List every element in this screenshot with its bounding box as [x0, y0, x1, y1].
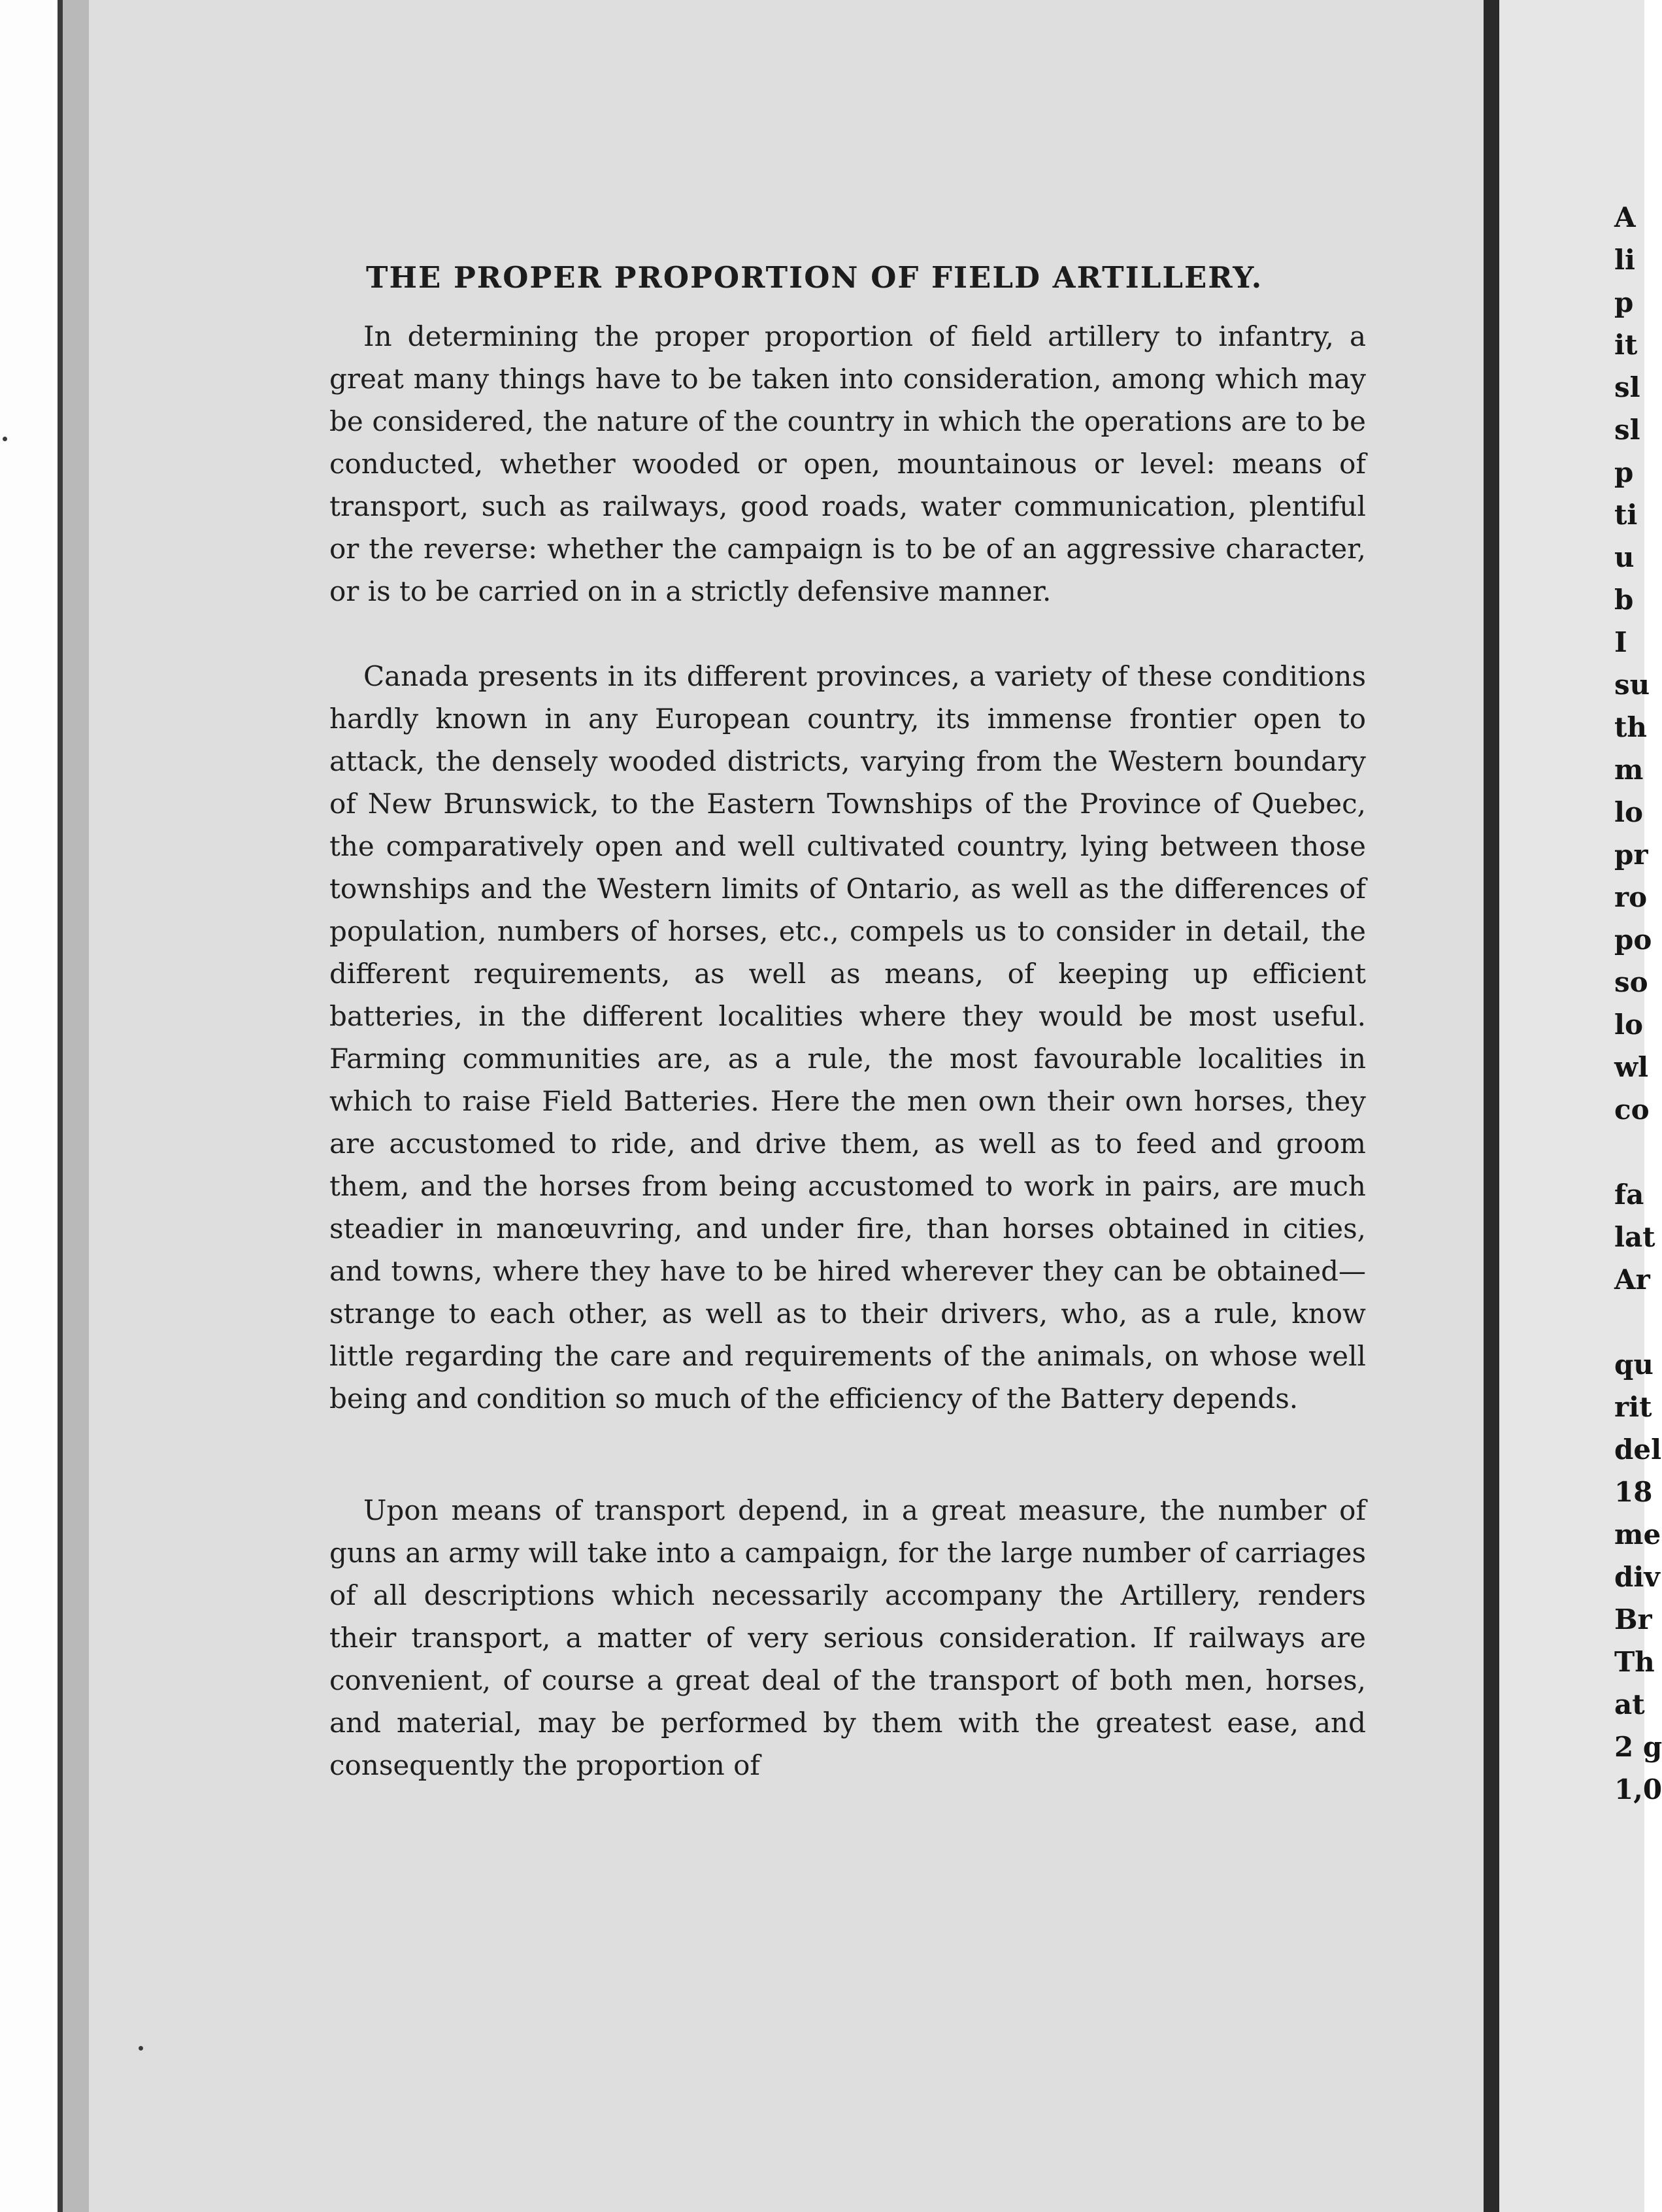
paragraph-2 — [329, 655, 1366, 1420]
page-title: THE PROPER PROPORTION OF FIELD ARTILLERY. — [366, 260, 1263, 295]
facing-page-line: at — [1614, 1688, 1645, 1720]
facing-page-line: it — [1614, 329, 1638, 361]
left-gutter-shadow — [63, 0, 89, 2212]
paragraph-text: Canada presents in its different provinces, a variety of these conditions hardly known in any European country, its immense frontier open to attack, the densely wooded districts, varying from the Western boundary of New Brunswick, to the Eastern Townships of the Province of Quebec, the comparatively open and well cultivated country, lying between those townships and the Western limits of Ontario, as well as the differences of population, numbers of horses, etc., compels us to consider in detail, the different requirements, as well as means, of keeping up efficient batteries, in the different localities where they would be most useful. Farming communities are, as a rule, the most favourable localities in which to raise Field Batteries. Here the men own their own horses, they are accustomed to ride, and drive them, as well as to feed and groom them, and the horses from being accustomed to work in pairs, are much steadier in manœuvring, and under fire, than horses obtained in cities, and towns, where they have to be hired wherever they can be obtained—strange to each other, as well as to their drivers, who, as a rule, know little regarding the care and requirements of the animals, on whose well being and condition so much of the efficiency of the Battery depends. — [329, 660, 1366, 1415]
facing-page-line: p — [1614, 456, 1634, 488]
facing-page-line: su — [1614, 669, 1650, 701]
scan-speck — [139, 2046, 143, 2051]
facing-page-line — [1614, 1301, 1662, 1343]
facing-page-text — [1614, 196, 1662, 1811]
facing-page-line — [1614, 1131, 1662, 1173]
left-page-edge — [58, 0, 63, 2212]
facing-page-line: div — [1614, 1561, 1660, 1593]
facing-page-line: u — [1614, 541, 1635, 573]
facing-page-line: lo — [1614, 1009, 1643, 1041]
paragraph-text: In determining the proper proportion of field artillery to infantry, a great many things have to be taken into consideration, among which may be considered, the nature of the country in which the operations are to be conducted, whether wooded or open, mountainous or level: means of transport, such as railways, good roads, water communication, plentiful or the reverse: whether the campaign is to be of an aggressive character, or is to be carried on in a strictly defensive manner. — [329, 320, 1366, 607]
facing-page-line: p — [1614, 286, 1634, 318]
paragraph-text: Upon means of transport depend, in a great measure, the number of guns an army will take into a campaign, for the large number of carriages of all descriptions which necessarily accompany the Artillery, renders their transport, a matter of very serious consideration. If railways are convenient, of course a great deal of the transport of both men, horses, and material, may be performed by them with the greatest ease, and consequently the proportion of — [329, 1494, 1366, 1781]
facing-page-line: I — [1614, 626, 1627, 658]
facing-page-line: Ar — [1614, 1264, 1650, 1296]
facing-page-line: po — [1614, 924, 1652, 956]
facing-page-line: b — [1614, 584, 1634, 616]
scan-speck — [3, 437, 7, 441]
paragraph-1 — [329, 315, 1366, 612]
facing-page-line: Br — [1614, 1603, 1652, 1635]
facing-page-line: th — [1614, 711, 1647, 743]
facing-page-line: lo — [1614, 796, 1643, 828]
facing-page-line: li — [1614, 244, 1635, 276]
facing-page-line: ti — [1614, 499, 1638, 531]
facing-page-line: qu — [1614, 1349, 1654, 1381]
facing-page-line: m — [1614, 754, 1644, 786]
facing-page-line: sl — [1614, 371, 1640, 403]
facing-page-line: del — [1614, 1433, 1662, 1466]
book-spine — [1484, 0, 1499, 2212]
facing-page-line: A — [1614, 201, 1636, 233]
facing-page-line: fa — [1614, 1179, 1644, 1211]
facing-page-line: sl — [1614, 414, 1640, 446]
facing-page-line: ro — [1614, 881, 1648, 913]
facing-page-line: co — [1614, 1094, 1650, 1126]
facing-page-line: so — [1614, 966, 1648, 998]
scan-left-margin — [0, 0, 52, 2212]
paragraph-3 — [329, 1489, 1366, 1786]
facing-page-line: Th — [1614, 1646, 1655, 1678]
facing-page-line: 18 — [1614, 1476, 1653, 1508]
facing-page-line: rit — [1614, 1391, 1652, 1423]
facing-page-line: me — [1614, 1518, 1661, 1550]
facing-page-line: lat — [1614, 1221, 1655, 1253]
facing-page-line: 2 g — [1614, 1731, 1662, 1763]
facing-page-line: 1,0 — [1614, 1773, 1662, 1805]
facing-page-line: pr — [1614, 839, 1648, 871]
facing-page-line: wl — [1614, 1051, 1649, 1083]
